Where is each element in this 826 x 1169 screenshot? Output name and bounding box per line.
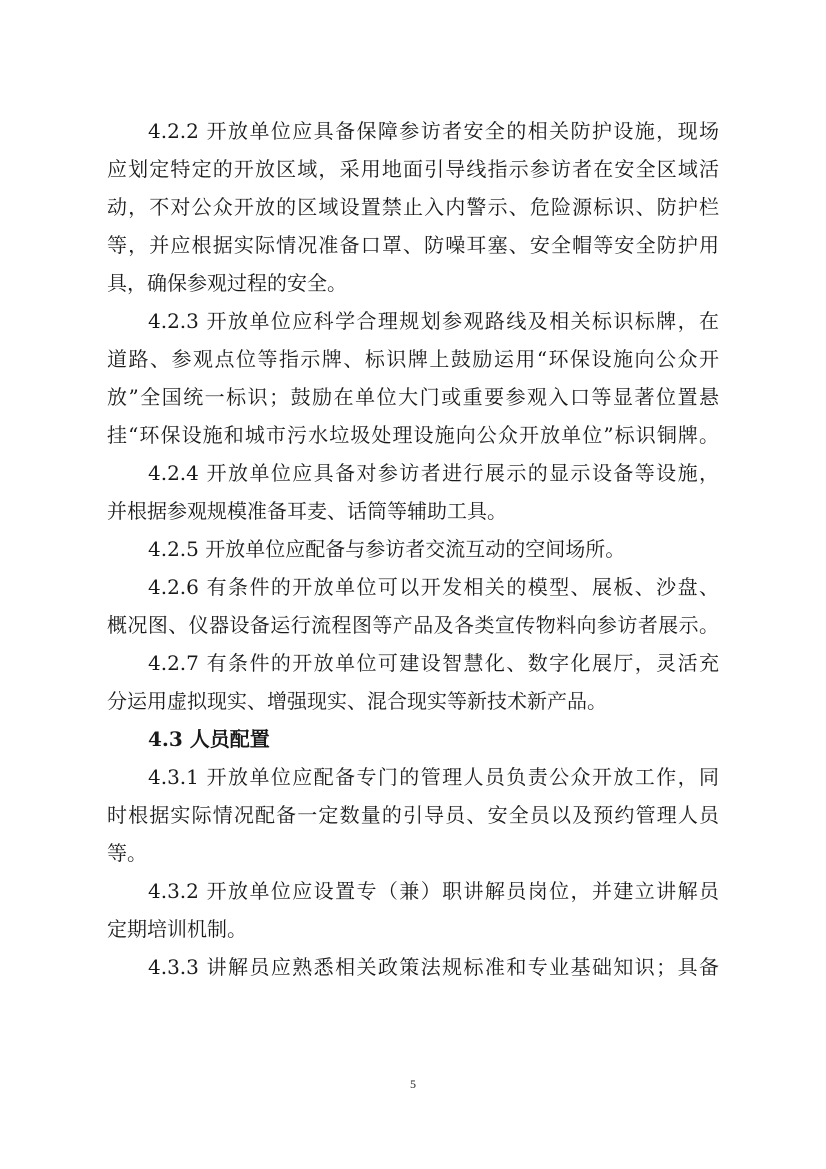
text-line: 定期培训机制。	[107, 917, 247, 941]
document-body	[107, 112, 719, 986]
text-line: 4.2.4 开放单位应具备对参访者进行展示的显示设备等设施，	[148, 461, 719, 485]
text-line: 等。	[107, 841, 147, 865]
paragraph-4-2-2	[107, 112, 719, 302]
text-line: 应划定特定的开放区域，采用地面引导线指示参访者在安全区域活	[107, 157, 719, 181]
text-line: 挂“环保设施和城市污水垃圾处理设施向公众开放单位”标识铜牌。	[107, 423, 719, 447]
text-line: 4.2.6 有条件的开放单位可以开发相关的模型、展板、沙盘、	[148, 575, 719, 599]
paragraph-4-3-1	[107, 758, 719, 872]
text-line: 4.3.1 开放单位应配备专门的管理人员负责公众开放工作，同	[148, 765, 719, 789]
paragraph-4-3-3	[107, 948, 719, 986]
paragraph-4-2-3	[107, 302, 719, 454]
text-line: 动，不对公众开放的区域设置禁止入内警示、危险源标识、防护栏	[107, 195, 719, 219]
text-line: 4.3.3 讲解员应熟悉相关政策法规标准和专业基础知识；具备	[148, 955, 719, 979]
text-line: 具，确保参观过程的安全。	[107, 271, 347, 295]
paragraph-4-3-2	[107, 872, 719, 948]
paragraph-4-2-4	[107, 454, 719, 530]
text-line: 时根据实际情况配备一定数量的引导员、安全员以及预约管理人员	[107, 803, 719, 827]
text-line: 4.2.5 开放单位应配备与参访者交流互动的空间场所。	[148, 537, 626, 561]
section-heading-4-3	[107, 720, 719, 758]
paragraph-4-2-7	[107, 644, 719, 720]
section-heading: 4.3 人员配置	[148, 727, 270, 751]
text-line: 放”全国统一标识；鼓励在单位大门或重要参观入口等显著位置悬	[107, 385, 719, 409]
text-line: 4.2.7 有条件的开放单位可建设智慧化、数字化展厅，灵活充	[148, 651, 719, 675]
text-line: 4.2.2 开放单位应具备保障参访者安全的相关防护设施，现场	[148, 119, 719, 143]
text-line: 等，并应根据实际情况准备口罩、防噪耳塞、安全帽等安全防护用	[107, 233, 719, 257]
text-line: 4.2.3 开放单位应科学合理规划参观路线及相关标识标牌，在	[148, 309, 719, 333]
text-line: 分运用虚拟现实、增强现实、混合现实等新技术新产品。	[107, 689, 607, 713]
text-line: 4.3.2 开放单位应设置专（兼）职讲解员岗位，并建立讲解员	[148, 879, 719, 903]
paragraph-4-2-5	[107, 530, 719, 568]
page-number: 5	[410, 1077, 416, 1091]
text-line: 概况图、仪器设备运行流程图等产品及各类宣传物料向参访者展示。	[107, 613, 719, 637]
text-line: 并根据参观规模准备耳麦、话筒等辅助工具。	[107, 499, 507, 523]
text-line: 道路、参观点位等指示牌、标识牌上鼓励运用“环保设施向公众开	[107, 347, 719, 371]
paragraph-4-2-6	[107, 568, 719, 644]
